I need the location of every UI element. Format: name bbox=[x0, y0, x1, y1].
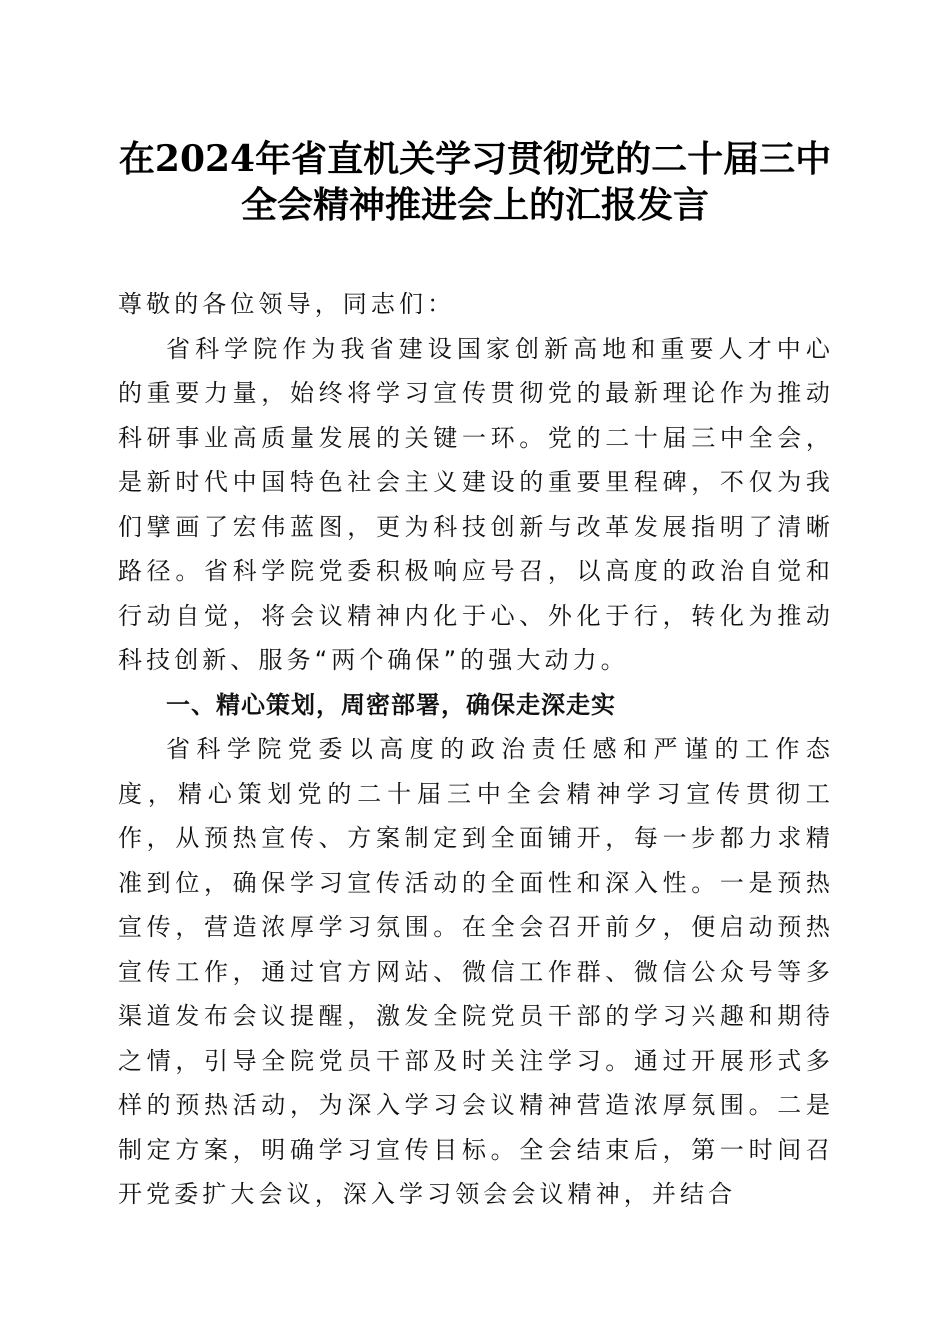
document-title bbox=[0, 136, 950, 228]
paragraph-section-1: 省科学院党委以高度的政治责任感和严谨的工作态度，精心策划党的二十届三中全会精神学习宣传贯彻工作，从预热宣传、方案制定到全面铺开，每一步都力求精准到位，确保学习宣传活动的全面性和深入性。一是预热宣传，营造浓厚学习氛围。在全会召开前夕，便启动预热宣传工作，通过官方网站、微信工作群、微信公众号等多渠道发布会议提醒，激发全院党员干部的学习兴趣和期待之情，引导全院党员干部及时关注学习。通过开展形式多样的预热活动，为深入学习会议精神营造浓厚氛围。二是制定方案，明确学习宣传目标。全会结束后，第一时间召开党委扩大会议，深入学习领会会议精神，并结合 bbox=[118, 735, 834, 1208]
title-line-2: 全会精神推进会上的汇报发言 bbox=[240, 184, 709, 226]
document-body bbox=[118, 282, 834, 1217]
section-heading-1: 一、精心策划，周密部署，确保走深走实 bbox=[166, 690, 616, 719]
salutation: 尊敬的各位领导，同志们： bbox=[118, 290, 456, 318]
title-line-1: 在2024年省直机关学习贯彻党的二十届三中 bbox=[118, 138, 832, 180]
paragraph-intro: 省科学院作为我省建设国家创新高地和重要人才中心的重要力量，始终将学习宣传贯彻党的最新理论作为推动科研事业高质量发展的关键一环。党的二十届三中全会，是新时代中国特色社会主义建设的重要里程碑，不仅为我们擘画了宏伟蓝图，更为科技创新与改革发展指明了清晰路径。省科学院党委积极响应号召，以高度的政治自觉和行动自觉，将会议精神内化于心、外化于行，转化为推动科技创新、服务“两个确保”的强大动力。 bbox=[118, 334, 834, 674]
